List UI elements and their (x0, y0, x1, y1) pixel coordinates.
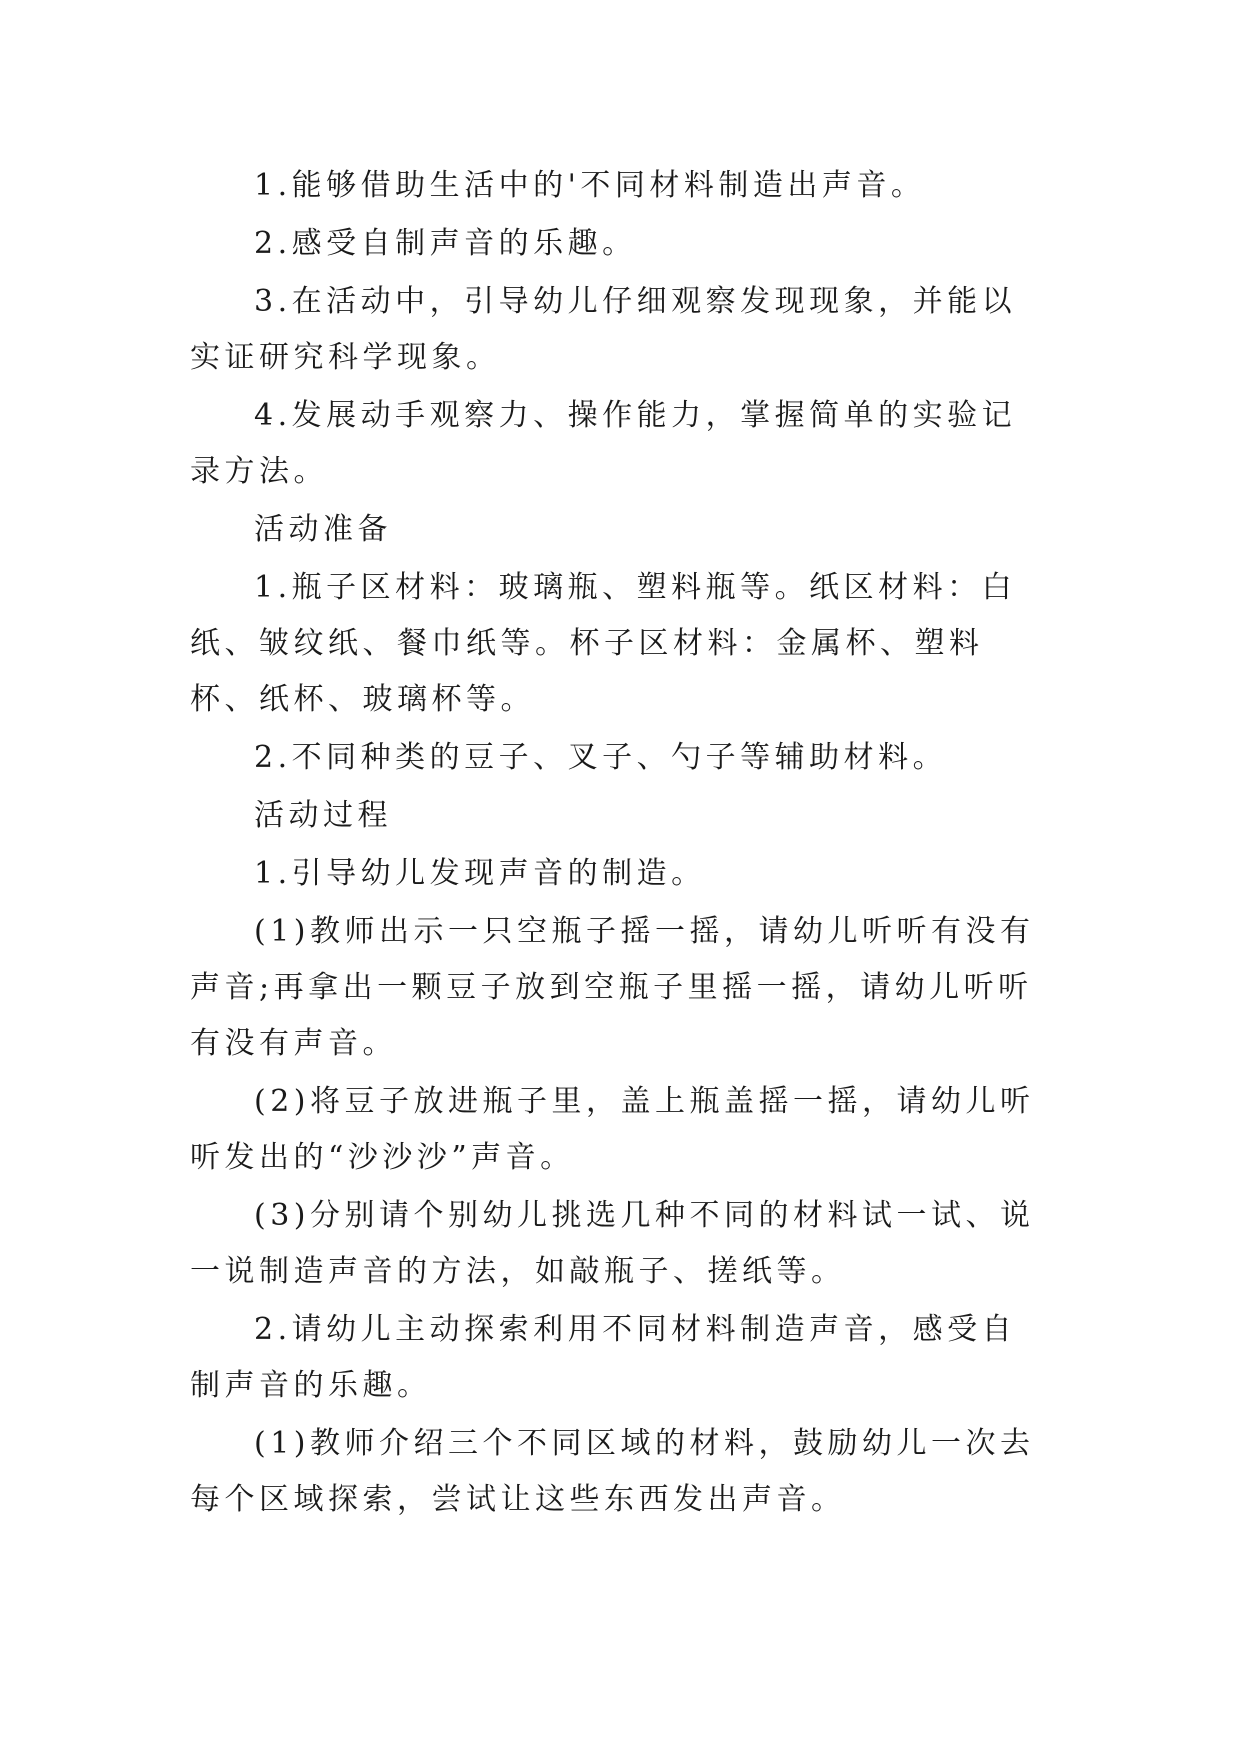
process-step-1-1: (1)教师出示一只空瓶子摇一摇，请幼儿听听有没有声音;再拿出一颗豆子放到空瓶子里摇一摇，请幼儿听听有没有声音。 (190, 914, 1035, 1061)
objective-3: 3.在活动中，引导幼儿仔细观察发现现象，并能以实证研究科学现象。 (190, 284, 1017, 375)
objective-4: 4.发展动手观察力、操作能力，掌握简单的实验记录方法。 (190, 398, 1017, 489)
preparation-2: 2.不同种类的豆子、叉子、勺子等辅助材料。 (254, 740, 948, 775)
objective-1: 1.能够借助生活中的'不同材料制造出声音。 (254, 168, 926, 203)
preparation-1: 1.瓶子区材料：玻璃瓶、塑料瓶等。纸区材料：白纸、皱纹纸、餐巾纸等。杯子区材料：金属杯、塑料杯、纸杯、玻璃杯等。 (190, 570, 1017, 717)
process-step-2: 2.请幼儿主动探索利用不同材料制造声音，感受自制声音的乐趣。 (190, 1312, 1017, 1403)
process-step-1: 1.引导幼儿发现声音的制造。 (254, 856, 706, 891)
section-heading-process: 活动过程 (254, 798, 392, 833)
process-step-1-3: (3)分别请个别幼儿挑选几种不同的材料试一试、说一说制造声音的方法，如敲瓶子、搓纸等。 (190, 1198, 1035, 1289)
section-heading-preparation: 活动准备 (254, 512, 392, 547)
objective-2: 2.感受自制声音的乐趣。 (254, 226, 637, 261)
process-step-2-1: (1)教师介绍三个不同区域的材料，鼓励幼儿一次去每个区域探索，尝试让这些东西发出声音。 (190, 1426, 1035, 1517)
process-step-1-2: (2)将豆子放进瓶子里，盖上瓶盖摇一摇，请幼儿听听发出的“沙沙沙”声音。 (190, 1084, 1035, 1175)
document-body (190, 158, 1050, 1530)
